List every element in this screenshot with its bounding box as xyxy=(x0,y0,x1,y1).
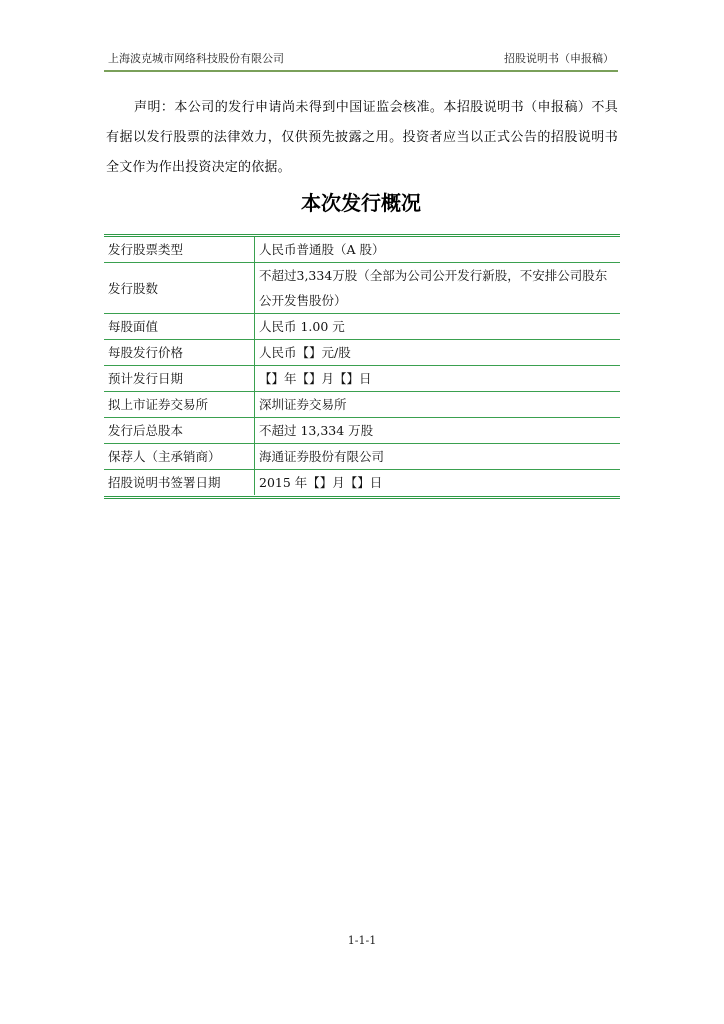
table-row xyxy=(104,314,620,340)
table-row xyxy=(104,237,620,263)
row-label: 每股面值 xyxy=(104,314,255,340)
row-label: 每股发行价格 xyxy=(104,340,255,366)
header-company: 上海波克城市网络科技股份有限公司 xyxy=(108,52,284,65)
table-row xyxy=(104,418,620,444)
row-label: 保荐人（主承销商） xyxy=(104,444,255,470)
row-value: 不超过 13,334 万股 xyxy=(255,418,621,444)
row-value: 2015 年【】月【】日 xyxy=(259,475,383,490)
row-label: 发行股票类型 xyxy=(104,237,255,263)
row-label: 招股说明书签署日期 xyxy=(104,470,255,496)
row-label: 拟上市证券交易所 xyxy=(104,392,255,418)
row-label: 发行后总股本 xyxy=(104,418,255,444)
table-row xyxy=(104,263,620,314)
table-row xyxy=(104,340,620,366)
row-value: 人民币【】元/股 xyxy=(255,340,621,366)
row-value: 深圳证券交易所 xyxy=(255,392,621,418)
row-value: 【】年【】月【】日 xyxy=(255,366,621,392)
table-row xyxy=(104,444,620,470)
table-row xyxy=(104,392,620,418)
row-label: 发行股数 xyxy=(104,263,255,314)
row-value: 人民币普通股（A 股） xyxy=(255,237,621,263)
row-value: 不超过3,334万股（全部为公司公开发行新股，不安排公司股东公开发售股份） xyxy=(255,263,621,314)
row-label: 预计发行日期 xyxy=(104,366,255,392)
disclaimer-statement: 声明：本公司的发行申请尚未得到中国证监会核准。本招股说明书（申报稿）不具有据以发行股票的法律效力，仅供预先披露之用。投资者应当以正式公告的招股说明书全文作为作出投资决定的依据。 xyxy=(106,100,618,175)
offering-summary-table xyxy=(104,234,620,499)
header-doc-type: 招股说明书（申报稿） xyxy=(504,52,614,65)
header-divider xyxy=(104,70,618,72)
page-header xyxy=(104,52,618,70)
table-row xyxy=(104,470,620,496)
row-value: 海通证券股份有限公司 xyxy=(255,444,621,470)
table-bottom-rule xyxy=(104,496,620,499)
row-value: 人民币 1.00 元 xyxy=(255,314,621,340)
offering-table xyxy=(104,237,620,495)
page-number: 1-1-1 xyxy=(347,934,377,947)
table-row xyxy=(104,366,620,392)
section-title: 本次发行概况 xyxy=(301,191,421,215)
